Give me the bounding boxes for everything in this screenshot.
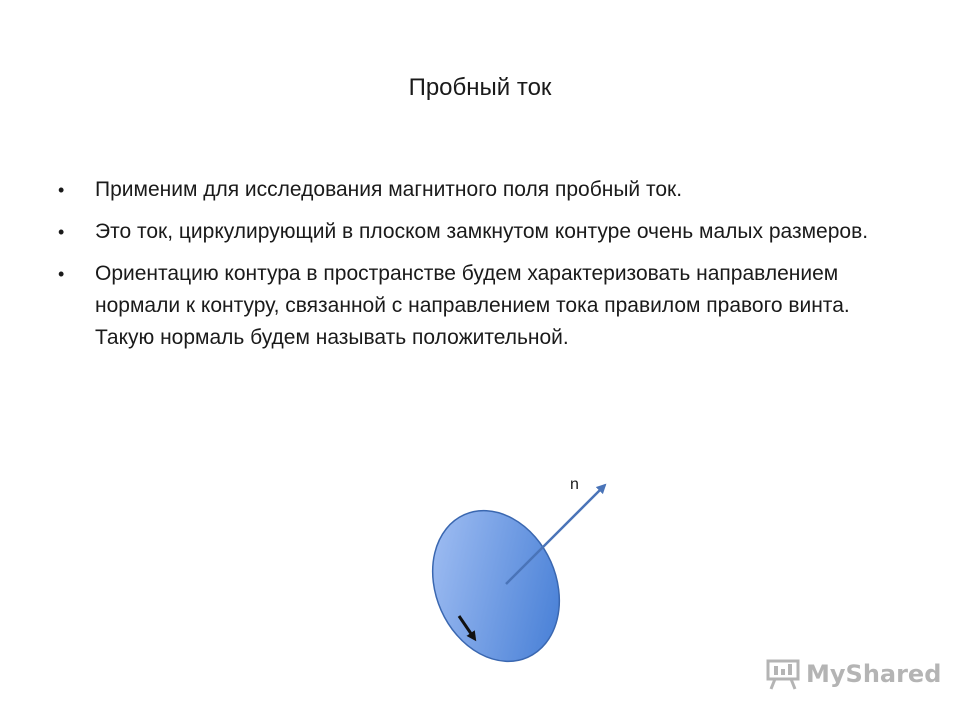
current-loop-ellipse <box>409 490 582 680</box>
watermark <box>766 656 941 692</box>
current-loop-diagram <box>400 460 640 680</box>
presentation-board-icon <box>766 658 800 690</box>
bullet-marker: • <box>58 264 65 284</box>
list-item <box>58 216 888 248</box>
bullet-list <box>58 174 888 364</box>
bullet-marker: • <box>58 222 65 242</box>
page-title: Пробный ток <box>408 74 552 101</box>
current-loop-figure <box>400 460 640 680</box>
list-item <box>58 258 888 354</box>
normal-label: n <box>570 476 579 493</box>
list-item <box>58 174 888 206</box>
bullet-text: Ориентацию контура в пространстве будем характеризовать направлением нормали к контуру, связанной с направлением тока правилом правого винта. Такую нормаль будем называть положительной. <box>95 262 850 349</box>
bullet-text: Это ток, циркулирующий в плоском замкнутом контуре очень малых размеров. <box>95 220 869 243</box>
bullet-text: Применим для исследования магнитного поля пробный ток. <box>95 178 683 201</box>
watermark-text: MyShared <box>806 660 942 688</box>
bullet-marker: • <box>58 180 65 200</box>
